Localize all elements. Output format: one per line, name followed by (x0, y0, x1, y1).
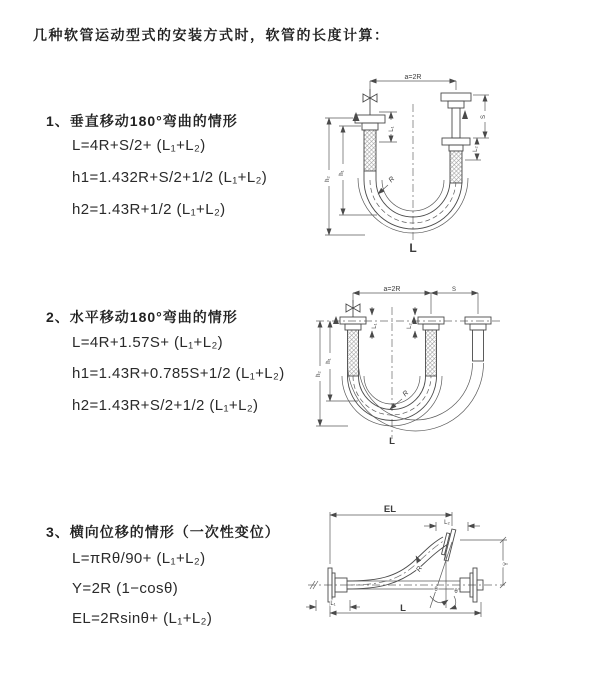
dim-label-length: L (400, 603, 406, 614)
dim-label-s: S (481, 114, 487, 120)
formula: L=4R+1.57S+ (L₁+L₂) (72, 334, 224, 351)
section-1-heading: 1、垂直移动180°弯曲的情形 (46, 113, 238, 129)
motion-arrow-up (333, 316, 339, 324)
dim-label-theta: θ (434, 587, 438, 593)
dim-length (330, 602, 481, 617)
dim-height-outer (316, 321, 348, 426)
moved-pipe-fitting (465, 317, 491, 361)
dim-label-l2: L₂ (473, 146, 479, 152)
dim-label-l2: L₂ (444, 520, 450, 526)
formula: L=πRθ/90+ (L₁+L₂) (72, 550, 206, 567)
formula: h2=1.43R+1/2 (L₁+L₂) (72, 201, 226, 218)
formula: Y=2R (1−cosθ) (72, 580, 179, 597)
dim-label-h2: h₂ (325, 176, 331, 182)
dim-fitting-bottom (465, 138, 481, 160)
section-3-heading: 3、横向位移的情形（一次性变位） (46, 524, 280, 540)
dim-label-h1: h₁ (339, 170, 345, 176)
right-pipe-fitting (441, 93, 471, 183)
dim-label-h1: h₁ (326, 358, 332, 364)
dim-label-l2: L₂ (407, 323, 413, 329)
diagram-lateral-displacement (300, 500, 590, 650)
motion-arrow-up (411, 316, 417, 324)
dim-label-l1: L₁ (372, 323, 378, 329)
dim-label-length: L (389, 436, 395, 447)
dim-label-length: L (409, 241, 417, 255)
dim-label-y: Y (504, 561, 510, 567)
dim-height-outer (325, 118, 365, 235)
dim-label-s: S (451, 287, 457, 293)
dim-fitting-left (372, 307, 378, 339)
formula: h2=1.43R+S/2+1/2 (L₁+L₂) (72, 397, 259, 414)
valve-icon (363, 89, 377, 115)
dim-label-theta: θ (454, 589, 458, 595)
dim-label-span: a=2R (404, 74, 422, 81)
left-pipe-fitting (355, 115, 385, 171)
dim-label-l1: L₁ (330, 601, 336, 607)
dim-stroke (431, 287, 478, 293)
dim-label-span: a=2R (383, 286, 401, 293)
dim-label-el: EL (383, 504, 397, 515)
page-title: 几种软管运动型式的安装方式时，软管的长度计算： (33, 27, 390, 43)
left-pipe-fitting (340, 317, 366, 376)
dim-offset (460, 537, 510, 588)
dim-fitting-top (379, 112, 397, 142)
formula: h1=1.432R+S/2+1/2 (L₁+L₂) (72, 169, 268, 186)
upper-flange-fitting (440, 528, 456, 561)
dim-label-l1: L₁ (389, 126, 395, 132)
formula: EL=2Rsinθ+ (L₁+L₂) (72, 610, 213, 627)
diagram-vertical-bend (313, 68, 588, 263)
dim-label-r: R (387, 175, 397, 185)
dim-fitting-left (306, 600, 360, 611)
middle-pipe-fitting (418, 317, 444, 376)
motion-arrow-up (462, 110, 468, 119)
section-2-heading: 2、水平移动180°弯曲的情形 (46, 309, 238, 325)
dim-stroke (473, 95, 489, 138)
angle-construction (430, 542, 458, 609)
dim-label-h2: h₂ (316, 371, 322, 377)
formula: L=4R+S/2+ (L₁+L₂) (72, 137, 206, 154)
formula: h1=1.43R+0.785S+1/2 (L₁+L₂) (72, 365, 285, 382)
dim-label-r: R (415, 565, 424, 574)
diagram-horizontal-bend (308, 281, 600, 453)
dim-span (370, 74, 456, 94)
radius-leader (378, 176, 396, 194)
motion-arrow-up (353, 112, 360, 121)
valve-icon (346, 300, 360, 317)
hose-u-bend-moved (348, 363, 484, 431)
dim-label-r: R (401, 389, 411, 399)
